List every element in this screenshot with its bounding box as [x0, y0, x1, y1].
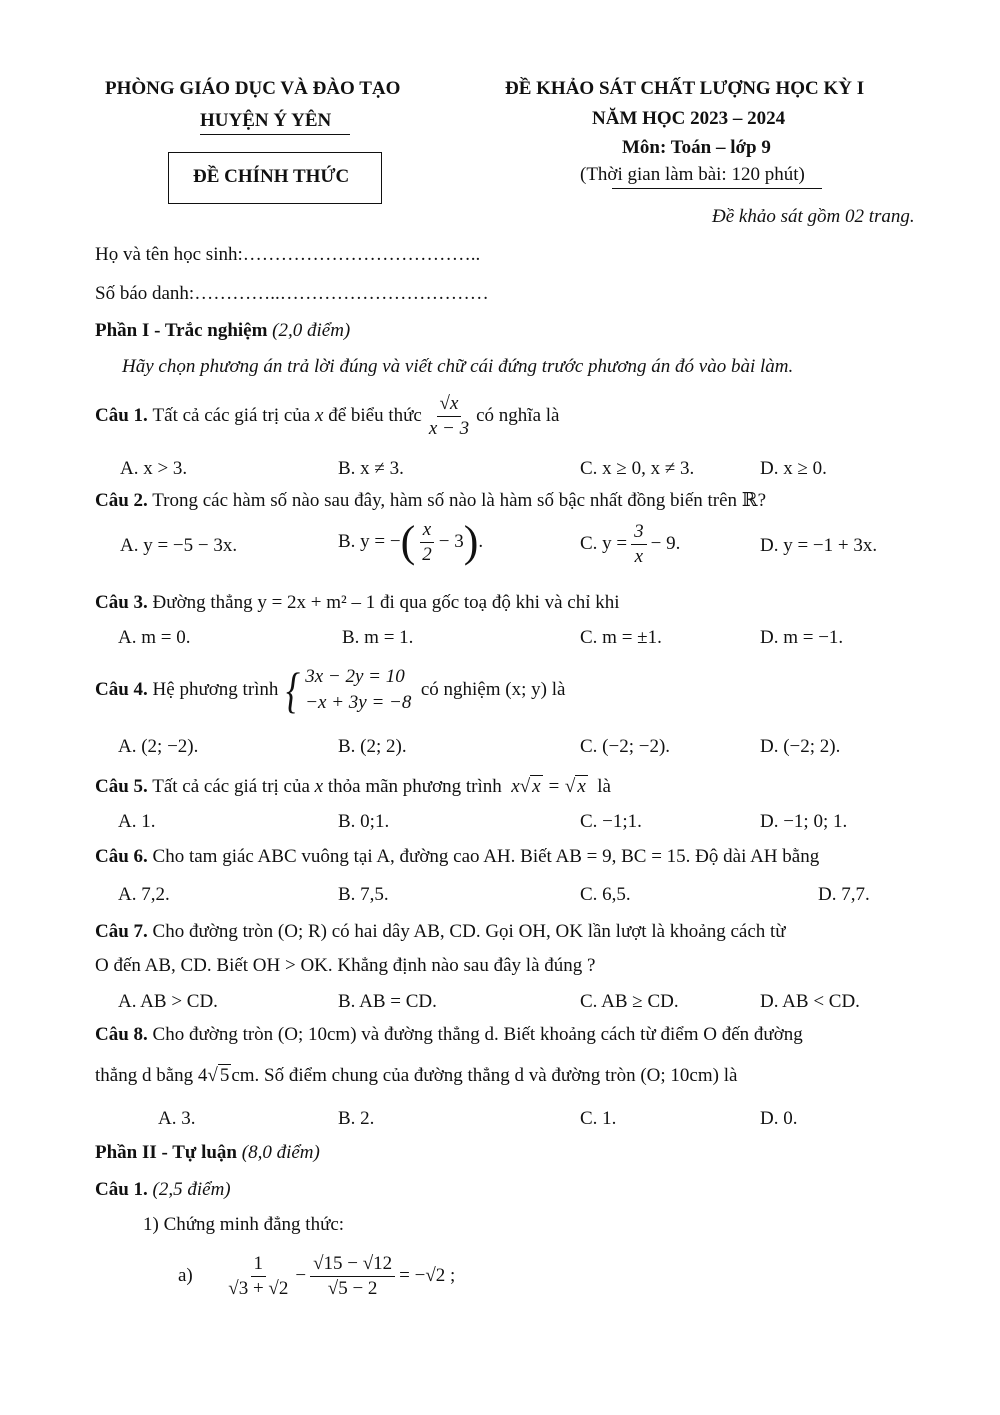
q7-option-d: D. AB < CD.	[760, 991, 860, 1012]
q3-option-a: A. m = 0.	[118, 627, 191, 648]
q4-label: Câu 4.	[95, 678, 148, 700]
dept-name: PHÒNG GIÁO DỤC VÀ ĐÀO TẠO	[105, 78, 401, 99]
part2-heading	[95, 1142, 320, 1164]
q2-text: Trong các hàm số nào sau đây, hàm số nào là hàm số bậc nhất đồng biến trên ℝ?	[152, 490, 767, 511]
q1-var: x	[315, 405, 324, 427]
q1-text-c: có nghĩa là	[476, 405, 560, 427]
q6-option-b: B. 7,5.	[338, 884, 389, 905]
part2-item-a	[178, 1252, 455, 1301]
q5-var: x	[314, 776, 324, 797]
part1-heading	[95, 320, 350, 342]
part2-a-fraction2	[310, 1252, 395, 1301]
q6-option-a: A. 7,2.	[118, 884, 170, 905]
q7-option-a: A. AB > CD.	[118, 991, 218, 1012]
q5-stem	[95, 776, 611, 798]
district-name: HUYỆN Ý YÊN	[200, 110, 332, 131]
q7-text2: O đến AB, CD. Biết OH > OK. Khẳng định nào sau đây là đúng ?	[95, 955, 596, 976]
part2-a-f2-num: √15 − √12	[310, 1252, 395, 1277]
q8-option-a: A. 3.	[158, 1108, 196, 1129]
q8-text2-a: thẳng d bằng 4	[95, 1065, 208, 1086]
q5-eq-rad: x	[532, 776, 541, 797]
official-label: ĐỀ CHÍNH THỨC	[193, 166, 350, 187]
q2-b-fraction	[419, 518, 435, 567]
q4-option-a: A. (2; −2).	[118, 736, 199, 757]
q1-text-b: để biểu thức	[328, 405, 422, 427]
q5-text-a: Tất cả các giá trị của	[152, 776, 310, 797]
q2-stem	[95, 489, 766, 512]
q6-label: Câu 6.	[95, 846, 148, 867]
q7-option-b: B. AB = CD.	[338, 991, 437, 1012]
q1-frac-num: √x	[437, 392, 462, 417]
q8-label: Câu 8.	[95, 1024, 148, 1045]
q5-label: Câu 5.	[95, 776, 148, 797]
q1-fraction	[426, 392, 472, 441]
q2-b-rparen: )	[463, 517, 479, 567]
part1-points: (2,0 điểm)	[272, 320, 351, 341]
part2-a-rhs: = −√2 ;	[399, 1265, 456, 1287]
q1-option-d: D. x ≥ 0.	[760, 458, 827, 479]
part2-title: Phần II - Tự luận	[95, 1142, 237, 1163]
q8-option-c: C. 1.	[580, 1108, 617, 1129]
q1-option-c: C. x ≥ 0, x ≠ 3.	[580, 458, 695, 479]
q2-option-c	[580, 520, 680, 569]
q1-stem	[95, 392, 559, 441]
q2-c-pre: C. y =	[580, 533, 628, 555]
q4-eq1: 3x − 2y = 10	[305, 666, 405, 687]
student-name-field: Họ và tên học sinh:………………………………..	[95, 244, 481, 265]
q2-option-b	[338, 518, 483, 567]
q4-option-c: C. (−2; −2).	[580, 736, 671, 757]
part2-points: (8,0 điểm)	[241, 1142, 320, 1163]
part2-a-label: a)	[178, 1265, 193, 1287]
q5-text-b: thỏa mãn phương trình	[327, 776, 502, 797]
part2-a-f2-den: √5 − 2	[327, 1277, 378, 1299]
q7-label: Câu 7.	[95, 921, 148, 942]
q8-stem-line2: thẳng d bằng 4√ 5 cm. Số điểm chung của đường thẳng d và đường tròn (O; 10cm) là	[95, 1065, 738, 1086]
q5-eq-mid: =	[542, 776, 565, 797]
q5-eq-rad2: x	[577, 776, 586, 797]
q4-option-d: D. (−2; 2).	[760, 736, 841, 757]
q8-text1: Cho đường tròn (O; 10cm) và đường thẳng d. Biết khoảng cách từ điểm O đến đường	[152, 1024, 803, 1045]
q5-option-c: C. −1;1.	[580, 811, 642, 832]
q7-option-c: C. AB ≥ CD.	[580, 991, 679, 1012]
q3-label: Câu 3.	[95, 592, 148, 613]
part1-instruction: Hãy chọn phương án trả lời đúng và viết chữ cái đứng trước phương án đó vào bài làm.	[122, 356, 794, 377]
q4-brace-icon: {	[286, 661, 301, 718]
q1-option-a: A. x > 3.	[120, 458, 188, 479]
part2-q1-label: Câu 1.	[95, 1179, 148, 1200]
q4-option-b: B. (2; 2).	[338, 736, 407, 757]
q6-text: Cho tam giác ABC vuông tại A, đường cao AH. Biết AB = 9, BC = 15. Độ dài AH bằng	[152, 846, 820, 867]
q2-c-fraction	[631, 520, 647, 569]
part2-a-f1-den: √3 + √2	[228, 1277, 289, 1299]
q3-option-d: D. m = −1.	[760, 627, 844, 648]
q4-text-b: có nghiệm (x; y) là	[420, 678, 566, 700]
q2-b-den: 2	[422, 543, 432, 565]
q4-stem	[95, 661, 566, 718]
q1-option-b: B. x ≠ 3.	[338, 458, 404, 479]
q2-b-num: x	[420, 518, 434, 543]
q2-c-den: x	[634, 545, 644, 567]
q8-text2-rad: 5	[219, 1065, 230, 1086]
q4-text-a: Hệ phương trình	[152, 678, 279, 700]
part1-title: Phần I - Trắc nghiệm	[95, 320, 268, 341]
q7-text1: Cho đường tròn (O; R) có hai dây AB, CD. Gọi OH, OK lần lượt là khoảng cách từ	[152, 921, 786, 942]
q2-option-d: D. y = −1 + 3x.	[760, 535, 878, 556]
q2-label: Câu 2.	[95, 490, 148, 511]
part2-q1-heading	[95, 1179, 231, 1201]
q3-option-b: B. m = 1.	[342, 627, 414, 648]
q5-option-a: A. 1.	[118, 811, 156, 832]
q2-b-post: − 3	[438, 531, 464, 553]
q1-text-a: Tất cả các giá trị của	[152, 405, 311, 427]
part2-item1: 1) Chứng minh đẳng thức:	[143, 1214, 345, 1235]
q5-option-d: D. −1; 0; 1.	[760, 811, 848, 832]
exam-title: ĐỀ KHẢO SÁT CHẤT LƯỢNG HỌC KỲ I	[505, 78, 865, 99]
q8-stem-line1	[95, 1024, 803, 1046]
q4-system	[283, 661, 412, 718]
q2-c-num: 3	[631, 520, 647, 545]
q2-b-lparen: (	[400, 517, 416, 567]
q3-option-c: C. m = ±1.	[580, 627, 662, 648]
q6-option-c: C. 6,5.	[580, 884, 631, 905]
q8-option-d: D. 0.	[760, 1108, 798, 1129]
q2-c-post: − 9.	[650, 533, 681, 555]
pages-note: Đề khảo sát gồm 02 trang.	[712, 206, 915, 227]
q3-stem	[95, 592, 620, 614]
part2-a-minus: −	[295, 1265, 307, 1287]
q6-stem	[95, 846, 819, 868]
q4-eq2: −x + 3y = −8	[305, 691, 412, 713]
q5-eq-x: x	[511, 776, 520, 797]
q5-equation: x√ x = √ x	[511, 776, 586, 797]
q5-text-c: là	[597, 776, 611, 797]
q8-option-b: B. 2.	[338, 1108, 375, 1129]
school-year: NĂM HỌC 2023 – 2024	[592, 108, 786, 129]
district-underline	[200, 134, 350, 135]
time-underline	[612, 188, 822, 189]
q1-label: Câu 1.	[95, 405, 148, 427]
q1-frac-den: x − 3	[428, 417, 470, 439]
student-id-field: Số báo danh:…………..……………………………	[95, 283, 489, 304]
part2-q1-points: (2,5 điểm)	[152, 1179, 231, 1200]
q6-option-d: D. 7,7.	[818, 884, 870, 905]
q8-text2-b: cm. Số điểm chung của đường thẳng d và đường tròn (O; 10cm) là	[231, 1065, 738, 1086]
q3-text: Đường thẳng y = 2x + m² – 1 đi qua gốc toạ độ khi và chỉ khi	[152, 592, 620, 613]
part2-a-fraction1	[225, 1252, 291, 1301]
part2-a-f1-num: 1	[251, 1252, 267, 1277]
q5-option-b: B. 0;1.	[338, 811, 390, 832]
time-limit: (Thời gian làm bài: 120 phút)	[580, 164, 805, 185]
subject: Môn: Toán – lớp 9	[622, 137, 771, 158]
q7-stem-line1	[95, 921, 786, 943]
q2-option-a: A. y = −5 − 3x.	[120, 535, 238, 556]
q2-b-pre: B. y = −	[338, 531, 401, 553]
q2-b-end: .	[478, 531, 484, 553]
